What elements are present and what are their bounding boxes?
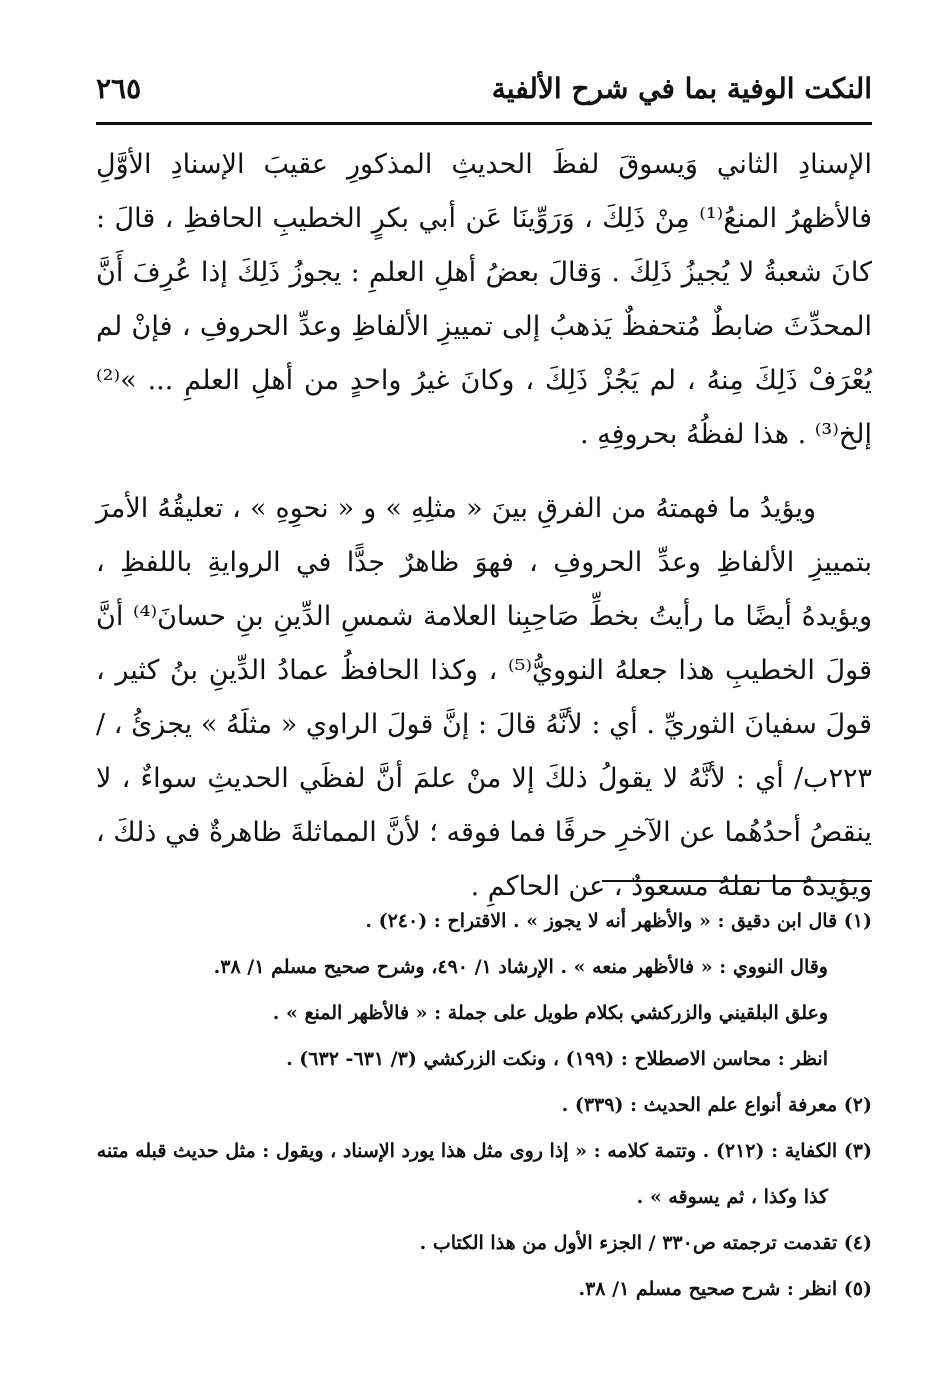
footnote-number: (٤) — [843, 1232, 872, 1254]
footnote-1 — [90, 898, 872, 944]
footnote-text: قال ابن دقيق : « والأظهر أنه لا يجوز » . الاقتراح : (٢٤٠) . — [365, 910, 838, 932]
footnote-text: معرفة أنواع علم الحديث : (٣٣٩) . — [561, 1094, 838, 1116]
paragraph: الإسنادِ الثاني وَيسوقَ لفظَ الحديثِ المذكورِ عقيبَ الإسنادِ الأوَّلِ فالأظهرُ المنعُ⁽¹⁾ مِنْ ذَلِكَ ، وَرَوِّينَا عَن أبي بكرٍ الخطيبِ الحافظِ ، قالَ : كانَ شعبةُ لا يُجيزُ ذَلِكَ . وَقالَ بعضُ أهلِ العلمِ : يجوزُ ذَلِكَ إذا عُرِفَ أَنَّ المحدِّثَ ضابطٌ مُتحفظٌ يَذهبُ إلى تمييزِ الألفاظِ وعدِّ الحروفِ ، فإنْ لم يُعْرَفْ ذَلِكَ مِنهُ ، لم يَجُزْ ذَلِكَ ، وكانَ غيرُ واحدٍ من أهلِ العلمِ ... »⁽²⁾ إلخ⁽³⁾ . هذا لفظُهُ بحروفِهِ . — [96, 149, 872, 450]
footnote-line: وقال النووي : « فالأظهر منعه » . الإرشاد ١/ ٤٩٠، وشرح صحيح مسلم ١/ ٣٨. — [213, 956, 828, 978]
footnote-line: وعلق البلقيني والزركشي بكلام طويل على جملة : « فالأظهر المنع » . — [272, 1002, 828, 1024]
footnote-5 — [90, 1266, 872, 1312]
page-number: ٢٦٥ — [96, 71, 142, 105]
running-header — [96, 62, 872, 114]
footnote-2 — [90, 1082, 872, 1128]
running-title: النكت الوفية بما في شرح الألفية — [491, 71, 872, 105]
header-rule — [96, 122, 872, 125]
footnote-4 — [90, 1220, 872, 1266]
footnotes — [90, 898, 872, 1312]
footnote-text: انظر : شرح صحيح مسلم ١/ ٣٨. — [578, 1278, 838, 1300]
footnote-number: (٥) — [843, 1278, 872, 1300]
footnote-number: (٢) — [843, 1094, 872, 1116]
footnote-3 — [90, 1128, 872, 1220]
footnote-line: انظر : محاسن الاصطلاح : (١٩٩) ، ونكت الزركشي (٣/ ٦٣١- ٦٣٢) . — [286, 1048, 828, 1070]
paragraph: ويؤيدُ ما فهمتهُ من الفرقِ بينَ « مثلِهِ » و « نحوِهِ » ، تعليقُهُ الأمرَ بتمييزِ الألفاظِ وعدِّ الحروفِ ، فهوَ ظاهرٌ جدًّا في الروايةِ باللفظِ ، ويؤيدهُ أيضًا ما رأيتُ بخطِّ صَاحِبِنا العلامة شمسِ الدِّينِ بنِ حسانَ⁽⁴⁾ أنَّ قولَ الخطيبِ هذا جعلهُ النوويُّ⁽⁵⁾ ، وكذا الحافظُ عمادُ الدِّينِ بنُ كثير ، قولَ سفيانَ الثوريِّ . أي : لأنَّهُ قالَ : إنَّ قولَ الراوي « مثلَهُ » يجزئُ ، /٢٢٣ب/ أي : لأنَّهُ لا يقولُ ذلكَ إلا منْ علمَ أنَّ لفظَي الحديثِ سواءٌ ، لا ينقصُ أحدُهُما عن الآخرِ حرفًا فما فوقه ؛ لأنَّ المماثلةَ ظاهرةٌ في ذلكَ ، ويؤيدهُ ما نقلهُ مسعودٌ ، عن الحاكمِ . — [96, 493, 872, 902]
footnote-separator — [602, 880, 872, 882]
footnote-text: تقدمت ترجمته ص٣٣٠ / الجزء الأول من هذا الكتاب . — [419, 1232, 838, 1254]
footnote-text: الكفاية : (٢١٢) . وتتمة كلامه : « إذا روى مثل هذا يورد الإسناد ، ويقول : مثل حديث قبله متنه كذا وكذا ، ثم يسوقه » . — [96, 1140, 838, 1208]
footnote-number: (٣) — [843, 1140, 872, 1162]
footnote-number: (١) — [843, 910, 872, 932]
main-text — [96, 138, 872, 934]
